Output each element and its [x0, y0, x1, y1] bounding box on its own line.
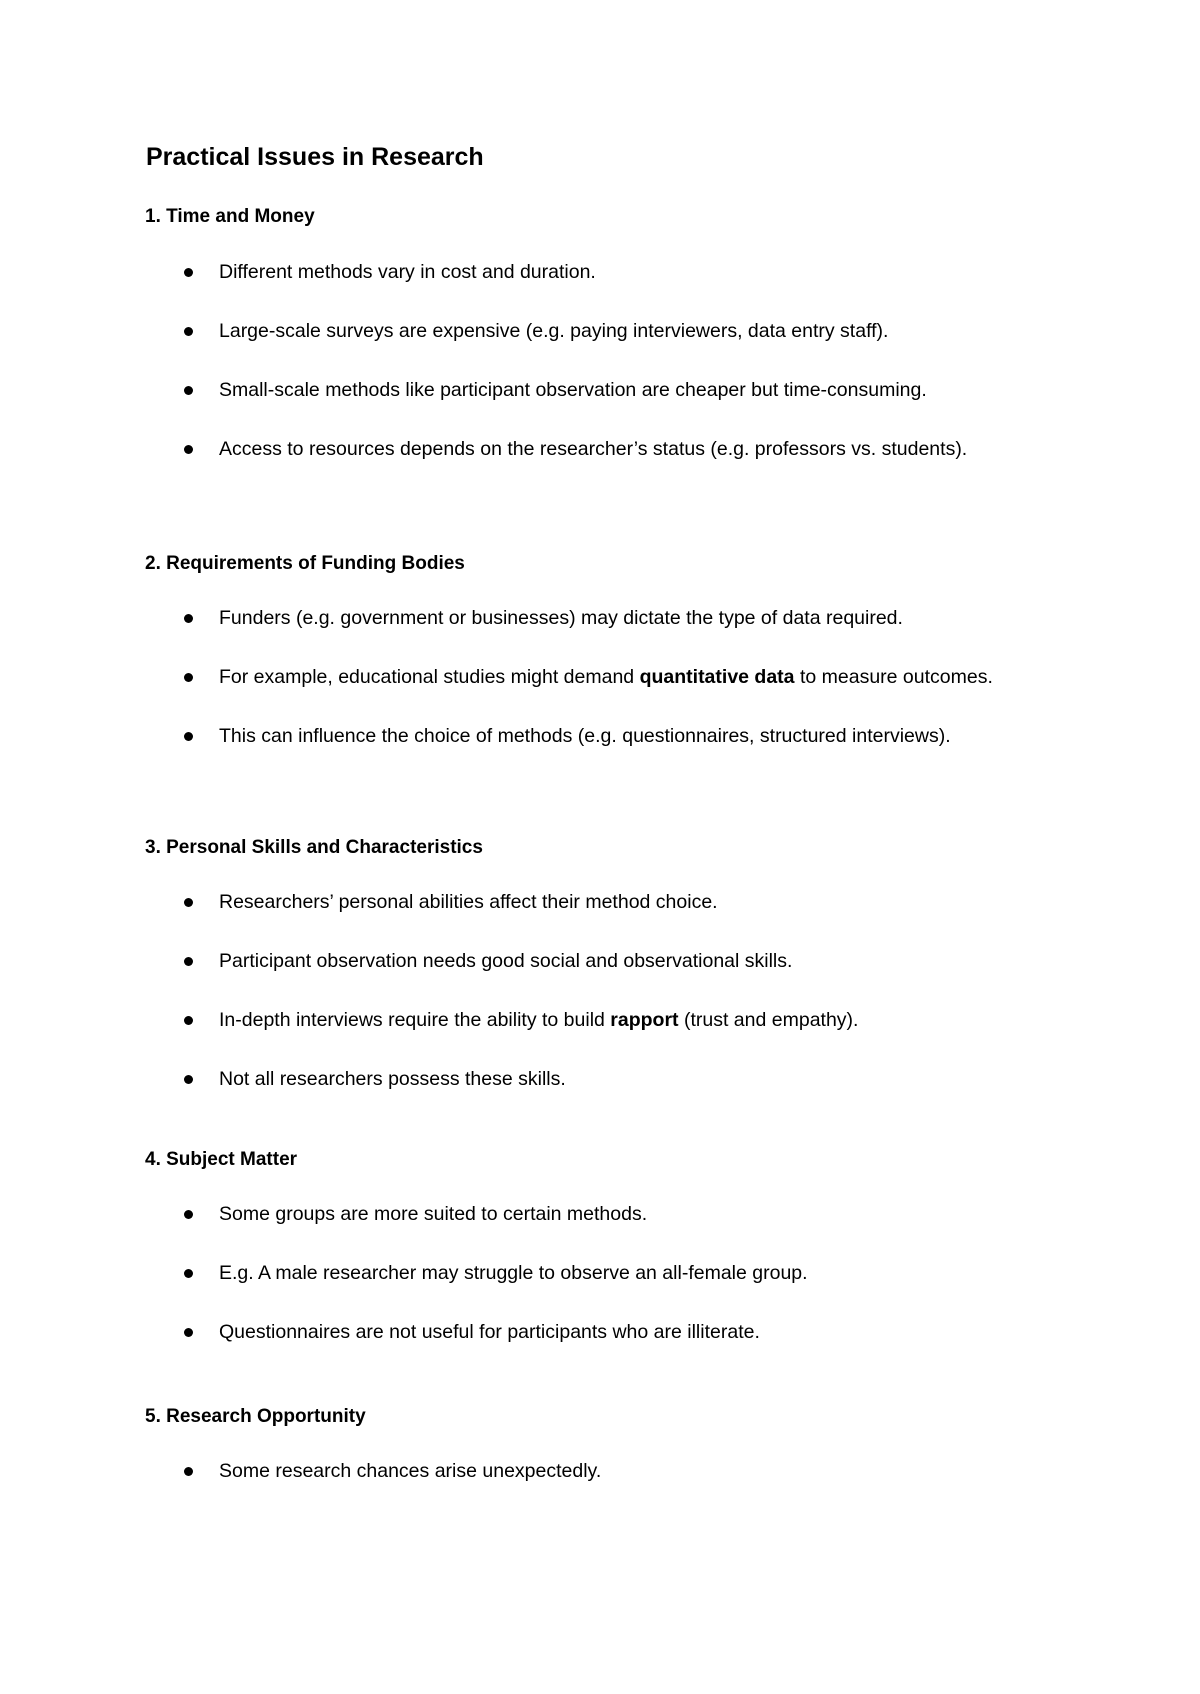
list-item: Large-scale surveys are expensive (e.g. paying interviewers, data entry staff). [0, 317, 1099, 346]
bullet-icon [184, 732, 193, 741]
list-item: Funders (e.g. government or businesses) may dictate the type of data required. [0, 604, 1099, 633]
bold-term: rapport [610, 1009, 679, 1031]
bold-term: quantitative data [639, 666, 795, 688]
list-item: Questionnaires are not useful for participants who are illiterate. [0, 1318, 1099, 1347]
list-item: Small-scale methods like participant observation are cheaper but time-consuming. [0, 376, 1099, 405]
section-heading-personal-skills: 3. Personal Skills and Characteristics [145, 837, 483, 858]
list-item: Access to resources depends on the researcher’s status (e.g. professors vs. students). [0, 435, 1099, 464]
bullet-icon [184, 1328, 193, 1337]
bullet-list-time-money [0, 258, 1099, 464]
bullet-icon [184, 957, 193, 966]
list-item: Not all researchers possess these skills. [0, 1065, 1099, 1094]
section-heading-research-opportunity: 5. Research Opportunity [145, 1406, 366, 1427]
bullet-list-research-opportunity [0, 1457, 1099, 1486]
bullet-icon [184, 1016, 193, 1025]
list-item: Different methods vary in cost and duration. [0, 258, 1099, 287]
list-item: Researchers’ personal abilities affect their method choice. [0, 888, 1099, 917]
list-item: Participant observation needs good social and observational skills. [0, 947, 1099, 976]
bullet-list-funding-bodies [0, 604, 1099, 751]
bullet-icon [184, 1075, 193, 1084]
bullet-list-subject-matter [0, 1200, 1099, 1347]
section-heading-time-money: 1. Time and Money [145, 206, 315, 227]
bullet-list-personal-skills [0, 888, 1099, 1094]
list-item: Some research chances arise unexpectedly. [0, 1457, 1099, 1486]
section-heading-subject-matter: 4. Subject Matter [145, 1149, 298, 1170]
bullet-icon [184, 268, 193, 277]
list-item: E.g. A male researcher may struggle to observe an all-female group. [0, 1259, 1099, 1288]
bullet-icon [184, 1210, 193, 1219]
bullet-icon [184, 386, 193, 395]
bullet-icon [184, 614, 193, 623]
section-heading-funding-bodies: 2. Requirements of Funding Bodies [145, 553, 465, 574]
bullet-icon [184, 327, 193, 336]
list-item: For example, educational studies might demand quantitative data to measure outcomes. [0, 663, 1099, 692]
list-item: This can influence the choice of methods (e.g. questionnaires, structured interviews). [0, 722, 1099, 751]
bullet-icon [184, 673, 193, 682]
list-item: In-depth interviews require the ability to build rapport (trust and empathy). [0, 1006, 1099, 1035]
bullet-icon [184, 1269, 193, 1278]
bullet-icon [184, 898, 193, 907]
bullet-icon [184, 445, 193, 454]
page-title: Practical Issues in Research [146, 143, 484, 171]
bullet-icon [184, 1467, 193, 1476]
list-item: Some groups are more suited to certain methods. [0, 1200, 1099, 1229]
